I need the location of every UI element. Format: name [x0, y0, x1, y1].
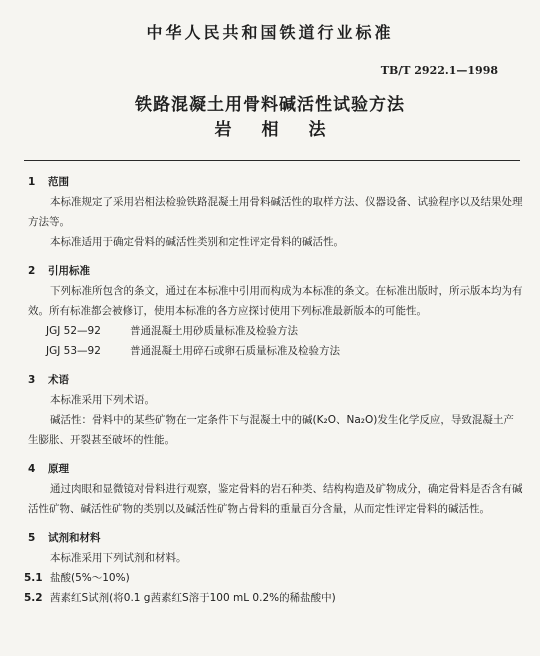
section-normative-references — [24, 261, 524, 361]
section-heading — [24, 261, 524, 281]
title-divider — [24, 160, 520, 161]
reagent-item — [24, 568, 524, 588]
section-number: 1 — [28, 176, 36, 188]
section-title: 术语 — [48, 374, 69, 386]
section-terms — [24, 370, 524, 450]
section-heading — [24, 172, 524, 192]
section-heading — [24, 459, 524, 479]
paragraph: 碱活性：骨料中的某些矿物在一定条件下与混凝土中的碱(K₂O、Na₂O)发生化学反应，导致混凝土产生膨胀、开裂甚至破坏的性能。 — [28, 414, 514, 446]
section-number: 3 — [28, 374, 36, 386]
reference-name: 普通混凝土用碎石或卵石质量标准及检验方法 — [130, 345, 340, 357]
reference-code: JGJ 52—92 — [46, 325, 101, 337]
section-number: 4 — [28, 463, 36, 475]
section-title: 范围 — [48, 176, 69, 188]
paragraph: 本标准采用下列试剂和材料。 — [50, 552, 187, 564]
section-number: 2 — [28, 265, 36, 277]
reference-item — [24, 321, 524, 341]
paragraph: 下列标准所包含的条文，通过在本标准中引用而构成为本标准的条文。在标准出版时，所示版本均为有效。所有标准都会被修订，使用本标准的各方应探讨使用下列标准最新版本的可能性。 — [28, 285, 523, 317]
section-heading — [24, 528, 524, 548]
section-principle — [24, 459, 524, 519]
paragraph: 本标准规定了采用岩相法检验铁路混凝土用骨料碱活性的取样方法、仪器设备、试验程序以及结果处理方法等。 — [28, 196, 523, 228]
clause-text: 盐酸(5%～10%) — [50, 572, 130, 584]
section-scope — [24, 172, 524, 252]
paragraph: 通过肉眼和显微镜对骨料进行观察，鉴定骨料的岩石种类、结构构造及矿物成分，确定骨料是否含有碱活性矿物、碱活性矿物的类别以及碱活性矿物占骨料的重量百分含量，从而定性评定骨料的碱活性。 — [28, 483, 523, 515]
clause-text: 茜素红S试剂(将0.1 g茜素红S溶于100 mL 0.2%的稀盐酸中) — [50, 592, 336, 604]
section-title: 试剂和材料 — [48, 532, 101, 544]
paragraph: 本标准适用于确定骨料的碱活性类别和定性评定骨料的碱活性。 — [50, 236, 345, 248]
paragraph: 本标准采用下列术语。 — [50, 394, 156, 406]
reference-name: 普通混凝土用砂质量标准及检验方法 — [130, 325, 298, 337]
section-title: 原理 — [48, 463, 69, 475]
section-number: 5 — [28, 532, 36, 544]
document-body — [24, 172, 524, 617]
section-reagents — [24, 528, 524, 608]
document-title: 铁路混凝土用骨料碱活性试验方法 — [135, 95, 405, 115]
reference-code: JGJ 53—92 — [46, 345, 101, 357]
document-subtitle: 岩相法 — [214, 120, 356, 140]
reagent-item — [24, 588, 524, 608]
section-title: 引用标准 — [48, 265, 90, 277]
standard-category-header: 中华人民共和国铁道行业标准 — [146, 23, 394, 42]
clause-number: 5.1 — [24, 572, 43, 584]
reference-item — [24, 341, 524, 361]
section-heading — [24, 370, 524, 390]
standard-number: TB/T 2922.1—1998 — [380, 64, 498, 77]
clause-number: 5.2 — [24, 592, 43, 604]
